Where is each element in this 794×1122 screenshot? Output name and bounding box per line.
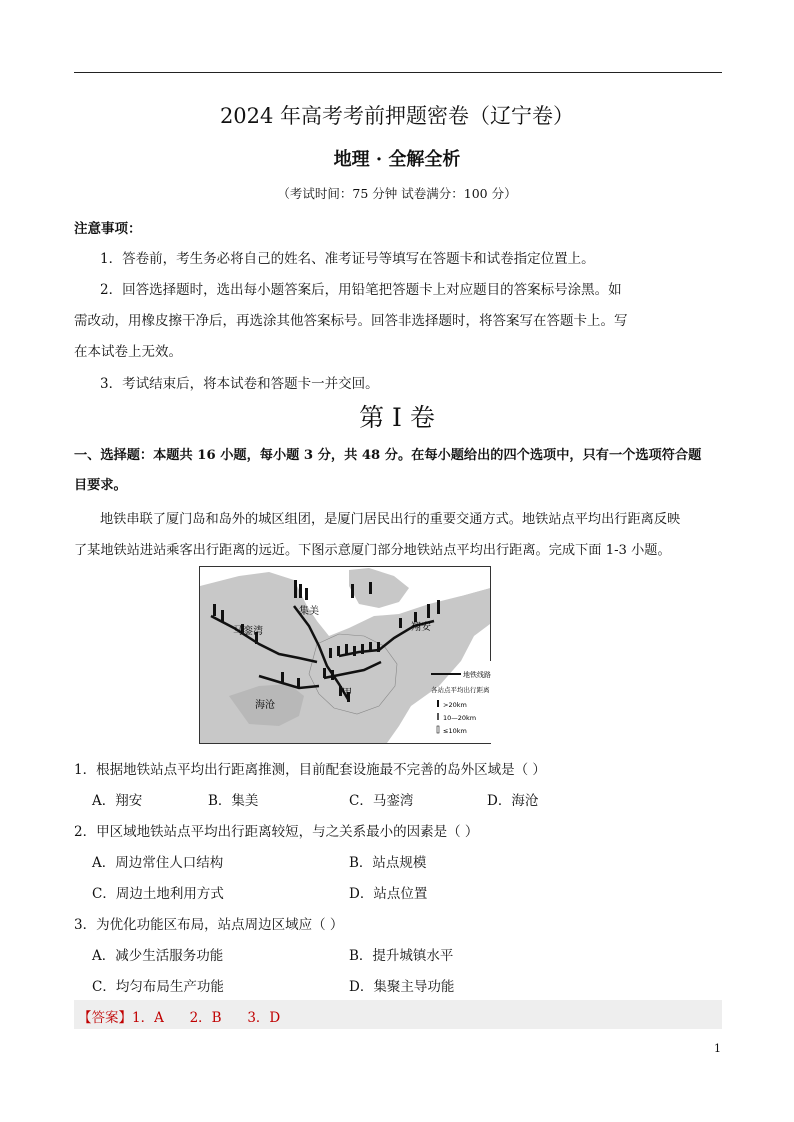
option-a[interactable]: A．周边常住人口结构 [92,855,224,871]
option-a[interactable]: A．减少生活服务功能 [92,948,224,964]
option-d[interactable]: D．站点位置 [349,886,428,902]
label-maluanwan: 马銮湾 [233,626,263,637]
header-rule [74,72,722,73]
option-c[interactable]: C．均匀布局生产功能 [92,979,224,995]
document-subtitle: 地理 · 全解全析 [333,149,461,170]
option-d[interactable]: D．集聚主导功能 [349,979,455,995]
passage-text: 了某地铁站进站乘客出行距离的远近。下图示意厦门部分地铁站点平均出行距离。完成下面 1-3 小题。 [74,543,671,558]
answer-label: 【答案】 [78,1010,132,1026]
notice-item: 3．考试结束后，将本试卷和答题卡一并交回。 [100,376,379,392]
question-stem: 2．甲区域地铁站点平均出行距离较短，与之关系最小的因素是（ ） [74,824,479,840]
section-instructions: 目要求。 [74,478,127,493]
label-jimei: 集美 [299,606,319,617]
option-c[interactable]: C．马銮湾 [349,793,414,809]
legend-bar-3 [437,726,439,733]
notice-item: 1．答卷前，考生务必将自己的姓名、准考证号等填写在答题卡和试卷指定位置上。 [100,251,595,267]
legend-item-2: 10—20km [443,714,477,722]
section-title: 第 I 卷 [359,403,435,432]
option-b[interactable]: B．提升城镇水平 [349,948,454,964]
answer-text: 1．A 2．B 3．D [132,1010,281,1026]
metro-map-figure [199,566,491,744]
notice-item: 在本试卷上无效。 [74,344,182,360]
page-number: 1 [714,1042,721,1055]
label-jia: 甲 [342,688,352,699]
exam-info: （考试时间：75 分钟 试卷满分：100 分） [277,186,517,201]
legend-line-label: 地铁线路 [463,671,491,679]
option-b[interactable]: B．集美 [208,793,259,809]
option-d[interactable]: D．海沧 [487,793,539,809]
section-instructions: 一、选择题：本题共 16 小题，每小题 3 分，共 48 分。在每小题给出的四个选项中，只有一个选项符合题 [74,448,702,463]
legend-bar-1 [437,700,439,707]
legend-bar-2 [437,713,439,720]
legend-item-3: ≤10km [443,727,467,735]
label-haicang: 海沧 [255,700,275,711]
option-a[interactable]: A．翔安 [92,793,143,809]
question-stem: 1．根据地铁站点平均出行距离推测，目前配套设施最不完善的岛外区域是（ ） [74,762,546,778]
notice-item: 需改动，用橡皮擦干净后，再选涂其他答案标号。回答非选择题时，将答案写在答题卡上。写 [74,313,628,329]
question-stem: 3．为优化功能区布局，站点周边区域应（ ） [74,917,344,933]
label-xiangan: 翔安 [411,622,431,633]
metro-map [199,566,491,744]
notice-item: 2．回答选择题时，选出每小题答案后，用铅笔把答题卡上对应题目的答案标号涂黑。如 [100,282,622,298]
notice-heading: 注意事项： [74,221,142,237]
option-b[interactable]: B．站点规模 [349,855,427,871]
option-c[interactable]: C．周边土地利用方式 [92,886,224,902]
document-title: 2024 年高考考前押题密卷（辽宁卷） [219,104,575,128]
legend-item-1: >20km [443,701,467,709]
legend-caption: 各站点平均出行距离 [431,686,490,694]
answer-line [78,1006,280,1026]
passage-text: 地铁串联了厦门岛和岛外的城区组团，是厦门居民出行的重要交通方式。地铁站点平均出行距离反映 [100,512,681,527]
